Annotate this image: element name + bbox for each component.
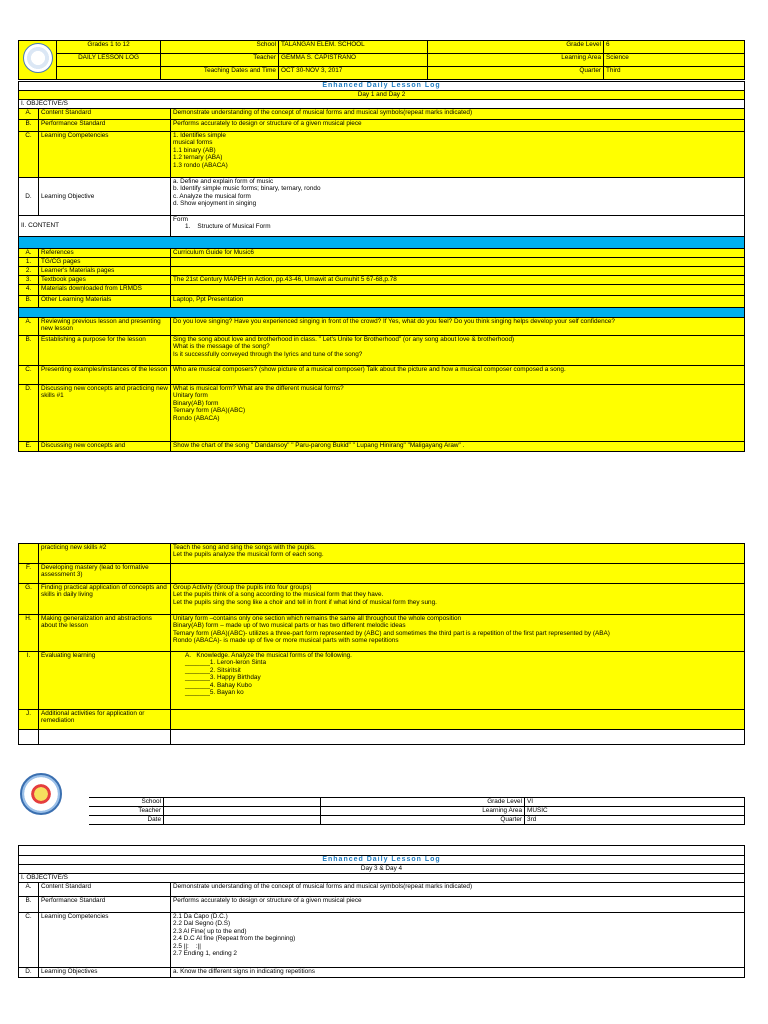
text-line: d. Show enjoyment in singing	[173, 200, 257, 208]
ref-label: References	[39, 249, 171, 258]
ref-label: Other Learning Materials	[39, 296, 171, 308]
text-line: What is musical form? What are the different musical forms?	[173, 385, 344, 392]
row-label: Learning Competencies	[39, 913, 171, 968]
text-line: A. Knowledge. Analyze the musical forms of the following.	[185, 652, 352, 659]
row-content: Performs accurately to design or structure of a given musical piece	[171, 120, 745, 132]
proc-label: Discussing new concepts and	[39, 442, 171, 452]
proc-label: Establishing a purpose for the lesson	[39, 336, 171, 366]
row-letter: A.	[19, 109, 39, 120]
deped-seal-icon	[23, 43, 53, 73]
grade-level-value: VI	[525, 798, 745, 807]
teacher-label: Teacher	[89, 807, 164, 816]
section-divider	[19, 237, 745, 249]
proc-letter: B.	[19, 336, 39, 366]
log-days: Day 3 & Day 4	[19, 865, 745, 874]
row-letter: H.	[19, 615, 39, 652]
row-letter: G.	[19, 584, 39, 615]
objectives-heading: I. OBJECTIVE/S	[19, 100, 745, 109]
row-label: Developing mastery (lead to formative assessment 3)	[39, 564, 171, 584]
row-content	[171, 178, 745, 216]
date-value	[164, 816, 321, 825]
row-content: a. Know the different signs in indicating repetitions	[171, 968, 745, 978]
school-seal-icon	[20, 773, 62, 815]
empty-cell	[171, 730, 745, 745]
content-heading: II. CONTENT	[19, 216, 171, 237]
ref-letter: 3.	[19, 276, 39, 285]
row-letter: D.	[19, 178, 39, 216]
header-block-1	[18, 40, 744, 80]
text-line: 2.4 D.C Al fine (Repeat from the beginning)	[173, 935, 296, 943]
text-line: Sing the song about love and brotherhood in class. " Let's Unite for Brotherhood" (or any song about love & brotherhood)	[173, 336, 515, 343]
content-body	[171, 216, 745, 237]
proc-letter: C.	[19, 366, 39, 385]
empty-cell	[73, 798, 89, 807]
empty-cell	[73, 816, 89, 825]
text-line: 2.1 Da Capo (D.C.)	[173, 913, 228, 920]
row-letter: B.	[19, 120, 39, 132]
text-line: 1.2 ternary (ABA)	[173, 154, 223, 162]
text-line: Ternary form (ABA)(ABC)- utilizes a three-part form represented by (ABC) and sometimes the third part is a repetition of the first part represented by (ABA)	[173, 629, 610, 637]
learning-area-value: Science	[604, 54, 745, 67]
proc-label: Presenting examples/instances of the lesson	[39, 366, 171, 385]
ref-content: Laptop, Ppt Presentation	[171, 296, 745, 308]
text-line: 2.3 Al Fine( up to the end)	[173, 927, 247, 935]
school-value	[164, 798, 321, 807]
proc-content: Who are musical composers? (show picture of a musical composer) Talk about the picture and how a musical composer composed a song.	[171, 366, 745, 385]
text-line: 2.5 ||: :||	[173, 942, 201, 950]
lesson-log-continued	[18, 543, 744, 745]
text-line: Is it successfully conveyed through the lyrics and tune of the song?	[173, 350, 363, 358]
row-letter: B.	[19, 897, 39, 913]
ref-content: The 21st Century MAPEH in Action, pp.43-46, Umawit at Gumuhit 5 67-68,p.78	[171, 276, 745, 285]
text-line: c. Analyze the musical form	[173, 192, 251, 200]
grade-level-label: Grade Level	[428, 41, 604, 54]
row-letter: A.	[19, 883, 39, 897]
lesson-log-2	[18, 845, 744, 978]
text-line: 2.2 Dal Segno (D.S)	[173, 920, 231, 928]
text-line: What is the message of the song?	[173, 343, 270, 351]
teacher-value: GEMMA S. CAPISTRANO	[279, 54, 428, 67]
text-line: Group Activity (Group the pupils into four groups)	[173, 584, 312, 591]
ref-label: TG/CG pages	[39, 258, 171, 267]
text-line: b. Identify simple music forms; binary, ternary, rondo	[173, 185, 321, 193]
row-label: Making generalization and abstractions about the lesson	[39, 615, 171, 652]
row-content	[171, 652, 745, 710]
row-label: Learning Objective	[39, 178, 171, 216]
dates-label: Teaching Dates and Time	[161, 67, 279, 80]
text-line: Teach the song and sing the songs with the pupils.	[173, 544, 316, 551]
objectives-heading: I. OBJECTIVE/S	[19, 874, 745, 883]
dates-value: OCT 30-NOV 3, 2017	[279, 67, 428, 80]
text-line: Rondo (ABACA)	[173, 414, 220, 422]
row-content: Demonstrate understanding of the concept of musical forms and musical symbols(repeat marks indicated)	[171, 883, 745, 897]
text-line: Binary(AB) form – made up of two musical parts or has two different melodic ideas	[173, 622, 406, 630]
ref-letter: B.	[19, 296, 39, 308]
ref-content	[171, 258, 745, 267]
ref-letter: 1.	[19, 258, 39, 267]
text-line: _______2. Sitsiritsit	[185, 666, 241, 674]
learning-area-value: MUSIC	[525, 807, 745, 816]
row-label: Learning Objectives	[39, 968, 171, 978]
school-value: TALANGAN ELEM. SCHOOL	[279, 41, 428, 54]
row-letter: C.	[19, 913, 39, 968]
learning-area-label: Learning Area	[428, 54, 604, 67]
row-content: Performs accurately to design or structure of a given musical piece	[171, 897, 745, 913]
text-line: 1.3 rondo (ABACA)	[173, 161, 228, 169]
row-content	[171, 564, 745, 584]
quarter-value: Third	[604, 67, 745, 80]
text-line: _______4. Bahay Kubo	[185, 681, 252, 689]
proc-content: Show the chart of the song " Dandansoy" " Paru-parong Bukid" " Lupang Hinirang" "Maligayang Araw" .	[171, 442, 745, 452]
proc-content	[171, 336, 745, 366]
ref-letter: A.	[19, 249, 39, 258]
text-line: Rondo (ABACA)- is made up of five or more musical parts with some repetitions	[173, 637, 399, 645]
row-content	[171, 544, 745, 564]
teacher-value	[164, 807, 321, 816]
quarter-value: 3rd	[525, 816, 745, 825]
grades-label: Grades 1 to 12	[57, 41, 161, 54]
text-line: Let the pupils sing the song like a choir and tell in front if what kind of musical form they sung.	[173, 598, 437, 606]
empty-cell	[57, 67, 161, 80]
text-line: 1.1 binary (AB)	[173, 146, 216, 154]
row-label: Performance Standard	[39, 120, 171, 132]
proc-label: Reviewing previous lesson and presenting new lesson	[39, 318, 171, 336]
proc-letter: D.	[19, 385, 39, 442]
row-content	[171, 710, 745, 730]
lesson-log-1	[18, 81, 744, 452]
row-label: Additional activities for application or remediation	[39, 710, 171, 730]
header-block-2	[72, 797, 744, 825]
empty-cell	[73, 807, 89, 816]
proc-content	[171, 385, 745, 442]
quarter-label: Quarter	[321, 816, 525, 825]
grade-level-label: Grade Level	[321, 798, 525, 807]
row-letter	[19, 544, 39, 564]
ref-label: Textbook pages	[39, 276, 171, 285]
proc-letter: E.	[19, 442, 39, 452]
row-content	[171, 913, 745, 968]
row-letter: I.	[19, 652, 39, 710]
row-label: Evaluating learning	[39, 652, 171, 710]
section-divider	[19, 308, 745, 318]
ref-content: Curriculum Guide for Music6	[171, 249, 745, 258]
text-line: Unitary form –contains only one section which remains the same all throughout the whole composition	[173, 615, 462, 622]
ref-content	[171, 285, 745, 296]
proc-label: Discussing new concepts and practicing new skills #1	[39, 385, 171, 442]
ref-label: Learner's Materials pages	[39, 267, 171, 276]
row-letter: J.	[19, 710, 39, 730]
text-line: 1. Structure of Musical Form	[185, 223, 271, 231]
date-label: Date	[89, 816, 164, 825]
text-line: _______3. Happy Birthday	[185, 674, 261, 682]
row-label: Finding practical application of concepts and skills in daily living	[39, 584, 171, 615]
log-name: DAILY LESSON LOG	[57, 54, 161, 67]
text-line: Let the pupils analyze the musical form of each song.	[173, 551, 324, 559]
log-days: Day 1 and Day 2	[19, 91, 745, 100]
text-line: 1. Identifies simple	[173, 132, 226, 139]
row-content	[171, 132, 745, 178]
row-label: practicing new skills #2	[39, 544, 171, 564]
grade-level-value: 6	[604, 41, 745, 54]
empty-cell	[19, 846, 745, 856]
text-line: musical forms	[173, 139, 213, 147]
text-line: _______1. Leron-leron Sinta	[185, 659, 267, 667]
empty-cell	[39, 730, 171, 745]
ref-letter: 4.	[19, 285, 39, 296]
log-title: Enhanced Daily Lesson Log	[19, 856, 745, 865]
row-letter: F.	[19, 564, 39, 584]
proc-letter: A.	[19, 318, 39, 336]
proc-content: Do you love singing? Have you experienced singing in front of the crowd? If Yes, what do you feel? Do you think singing helps develop your self confidence?	[171, 318, 745, 336]
deped-seal	[19, 41, 57, 80]
row-content	[171, 584, 745, 615]
row-label: Content Standard	[39, 883, 171, 897]
ref-content	[171, 267, 745, 276]
quarter-label: Quarter	[428, 67, 604, 80]
row-content	[171, 615, 745, 652]
text-line: Unitary form	[173, 392, 208, 400]
row-letter: D.	[19, 968, 39, 978]
row-content: Demonstrate understanding of the concept of musical forms and musical symbols(repeat marks indicated)	[171, 109, 745, 120]
text-line: Let the pupils think of a song according to the musical form that they have.	[173, 591, 384, 599]
row-label: Content Standard	[39, 109, 171, 120]
text-line: Ternary form (ABA)(ABC)	[173, 407, 246, 415]
row-label: Performance Standard	[39, 897, 171, 913]
ref-label: Materials downloaded from LRMDS	[39, 285, 171, 296]
row-letter: C.	[19, 132, 39, 178]
teacher-label: Teacher	[161, 54, 279, 67]
text-line: 2.7 Ending 1, ending 2	[173, 950, 237, 958]
school-label: School	[89, 798, 164, 807]
row-label: Learning Competencies	[39, 132, 171, 178]
text-line: _______5. Bayan ko	[185, 689, 244, 697]
text-line: Binary(AB) form	[173, 399, 219, 407]
learning-area-label: Learning Area	[321, 807, 525, 816]
empty-cell	[19, 730, 39, 745]
ref-letter: 2.	[19, 267, 39, 276]
school-label: School	[161, 41, 279, 54]
log-title: Enhanced Daily Lesson Log	[19, 82, 745, 91]
text-line: Form	[173, 216, 188, 223]
text-line: a. Define and explain form of music	[173, 178, 274, 185]
